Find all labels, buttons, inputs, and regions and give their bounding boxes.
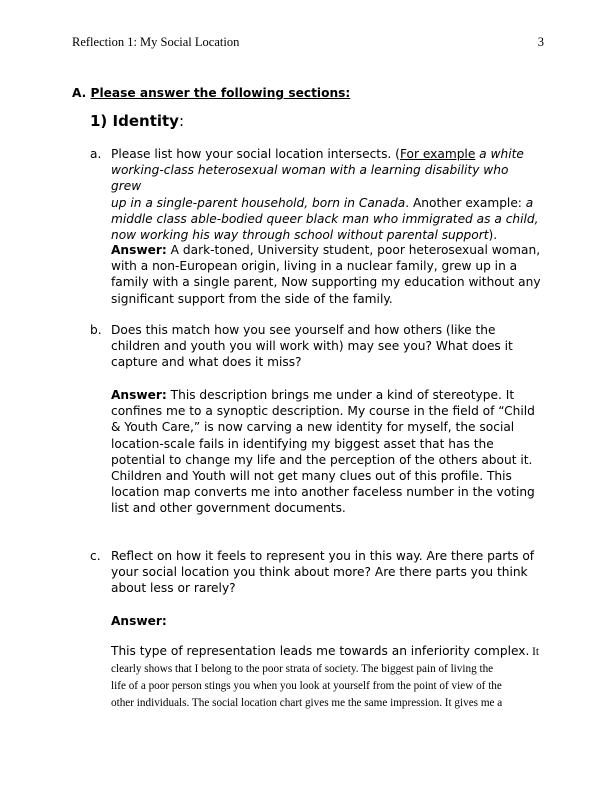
question-c-text <box>111 548 541 597</box>
question-a-line-3 <box>111 195 541 211</box>
question-b-text <box>111 322 541 371</box>
question-a-text <box>111 146 541 243</box>
question-a-rest-5: ). <box>488 228 498 243</box>
answer-b-line-5: potential to change my life and the perception of the others about it. <box>111 452 533 467</box>
question-a-rest-3: . Another example: <box>405 195 526 210</box>
question-b-line-3: capture and what does it miss? <box>111 355 302 370</box>
answer-b <box>111 387 541 517</box>
answer-a-line-2: with a non-European origin, living in a nuclear family, grew up in a <box>111 259 518 274</box>
answer-a-label: Answer: <box>111 243 167 257</box>
question-a-italic-3b: a <box>525 195 534 210</box>
question-a-prefix: Please list how your social location intersects. ( <box>111 147 400 161</box>
answer-a-line-4: significant support from the side of the family. <box>111 291 393 306</box>
answer-c-paragraph <box>111 661 543 712</box>
answer-b-line-3: & Youth Care,” is now carving a new identity for myself, the social <box>111 420 515 435</box>
answer-a-line-1 <box>111 242 541 258</box>
question-c-line-2: your social location you think about more? Are there parts you think <box>111 565 528 580</box>
question-a-line-2: working-class heterosexual woman with a learning disability who grew <box>111 163 509 194</box>
answer-c-text-1-serif: It <box>529 646 539 658</box>
answer-b-line-4: location-scale fails in identifying my biggest asset that has the <box>111 436 494 451</box>
answer-b-text-1: This description brings me under a kind of stereotype. It <box>166 388 515 402</box>
answer-b-line-7: location map converts me into another faceless number in the voting <box>111 485 535 500</box>
answer-c-line-2: clearly shows that I belong to the poor strata of society. The biggest pain of living the <box>111 663 494 675</box>
question-a-marker: a. <box>90 147 102 161</box>
identity-number: 1) <box>90 112 108 130</box>
answer-b-label: Answer: <box>111 388 167 402</box>
answer-a-text-1: A dark-toned, University student, poor heterosexual woman, <box>166 243 541 257</box>
answer-a-line-3: family with a single parent, Now supporting my education without any <box>111 275 541 290</box>
question-a-line-5 <box>111 227 541 243</box>
answer-b-line-1 <box>111 387 541 403</box>
question-a-italic-1: a white <box>475 147 524 161</box>
question-c-line-3: about less or rarely? <box>111 581 236 596</box>
for-example-link[interactable]: For example <box>399 147 476 161</box>
answer-c-line-1 <box>111 643 541 660</box>
question-b-line-2: children and youth you will work with) may see you? What does it <box>111 339 513 354</box>
question-c-marker: c. <box>90 549 101 563</box>
question-a-italic-5: now working his way through school without parental support <box>111 228 489 243</box>
section-title: Please answer the following sections: <box>90 86 351 100</box>
answer-c-label: Answer: <box>111 614 167 628</box>
section-heading <box>72 86 350 100</box>
identity-title: Identity <box>112 112 179 130</box>
question-b-line-1: Does this match how you see yourself and how others (like the <box>111 323 496 337</box>
answer-c-line-3: life of a poor person stings you when you look at yourself from the point of view of the <box>111 680 502 692</box>
running-header-title: Reflection 1: My Social Location <box>72 35 240 49</box>
question-a-italic-3: up in a single-parent household, born in Canada <box>111 195 406 210</box>
identity-colon: : <box>178 112 185 130</box>
answer-b-line-8: list and other government documents. <box>111 501 346 516</box>
question-a-line-1 <box>111 146 541 162</box>
answer-b-line-6: Children and Youth will not get many clues out of this profile. This <box>111 469 512 484</box>
answer-c-text-1: This type of representation leads me towards an inferiority complex. <box>111 644 530 658</box>
answer-c-line-4: other individuals. The social location chart gives me the same impression. It gives me a <box>111 697 503 709</box>
answer-b-line-2: confines me to a synoptic description. My course in the field of “Child <box>111 404 535 419</box>
answer-a <box>111 242 541 307</box>
question-a-line-4: middle class able-bodied queer black man who immigrated as a child, <box>111 211 539 226</box>
section-letter: A. <box>72 86 87 100</box>
identity-heading <box>90 112 184 130</box>
answer-c-heading <box>111 613 541 629</box>
page-number: 3 <box>537 35 544 49</box>
question-c-line-1: Reflect on how it feels to represent you in this way. Are there parts of <box>111 549 535 563</box>
question-b-marker: b. <box>90 323 102 337</box>
